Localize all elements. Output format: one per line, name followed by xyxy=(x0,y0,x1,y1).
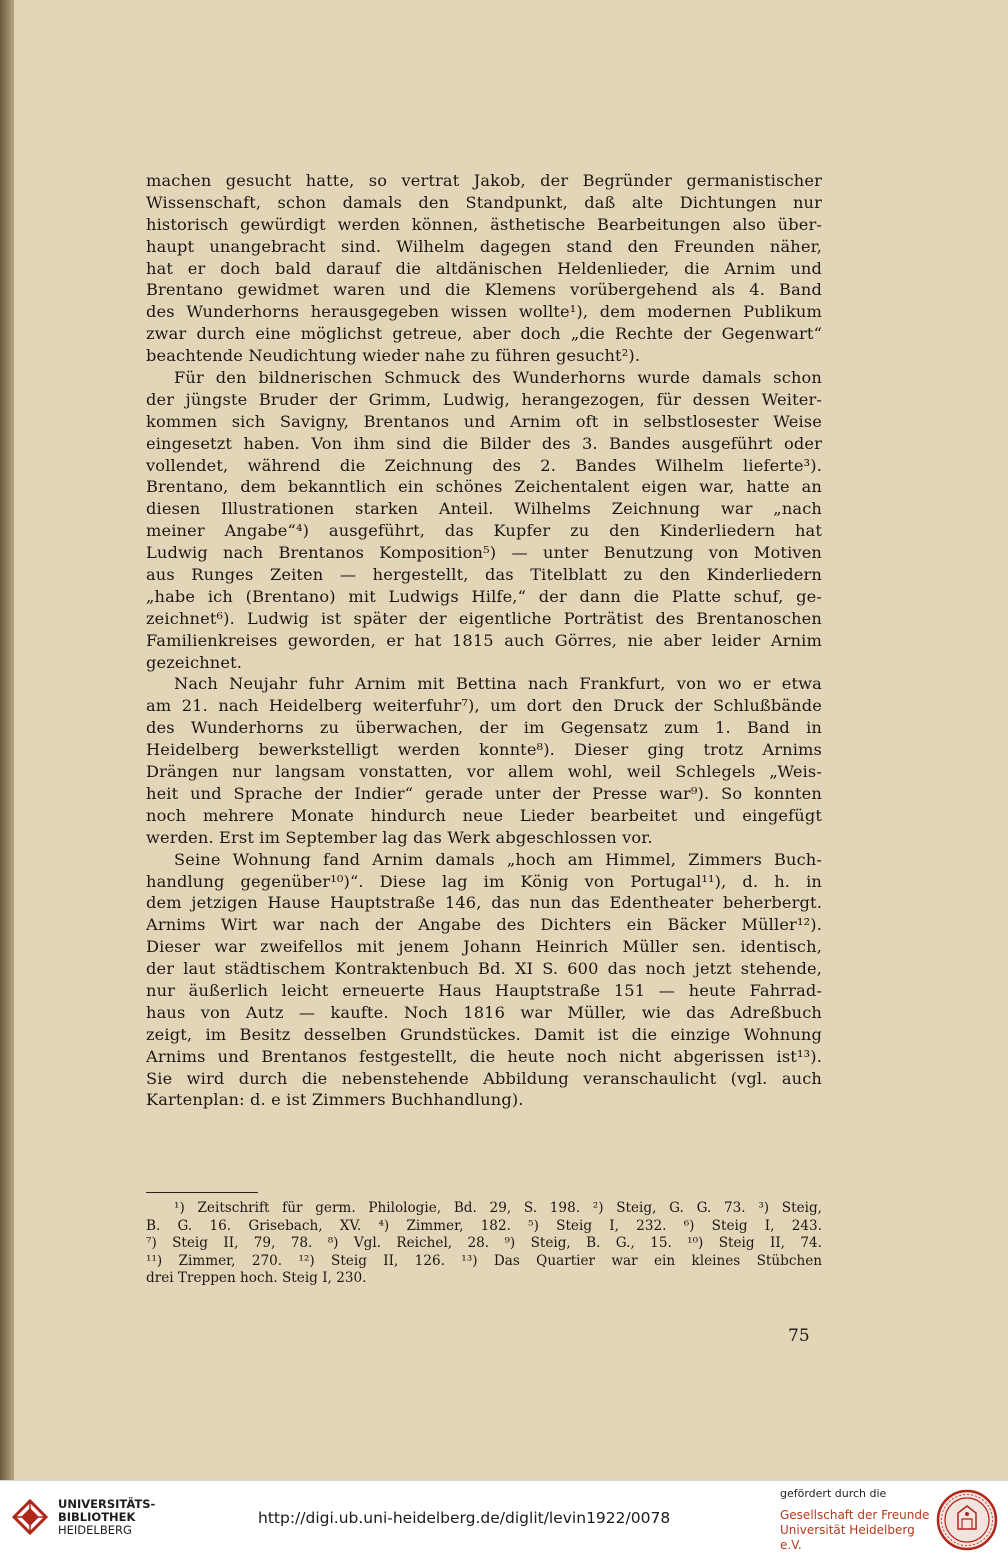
text-line: Heidelberg bewerkstelligt werden konnte⁸). Dieser ging trotz Arnims xyxy=(146,740,822,760)
sponsor-lead: gefördert durch die xyxy=(780,1487,887,1500)
text-line: Familienkreises geworden, er hat 1815 auch Görres, nie aber leider Arnim xyxy=(146,630,822,650)
footnote-line: B. G. 16. Grisebach, XV. ⁴) Zimmer, 182. ⁵) Steig I, 232. ⁶) Steig I, 243. xyxy=(146,1217,822,1234)
text-line: Brentano, dem bekanntlich ein schönes Zeichentalent eigen war, hatte an xyxy=(146,477,822,497)
text-line: nur äußerlich leicht erneuerte Haus Hauptstraße 151 — heute Fahrrad- xyxy=(146,980,822,1000)
text-line: zeigt, im Besitz desselben Grundstückes. Damit ist die einzige Wohnung xyxy=(146,1024,822,1044)
text-line: diesen Illustrationen starken Anteil. Wilhelms Zeichnung war „nach xyxy=(146,499,822,519)
text-line: des Wunderhorns zu überwachen, der im Gegensatz zum 1. Band in xyxy=(146,718,822,738)
library-name-line3: HEIDELBERG xyxy=(58,1523,132,1537)
footnote-line: ¹) Zeitschrift für germ. Philologie, Bd. 29, S. 198. ²) Steig, G. G. 73. ³) Steig, xyxy=(174,1200,822,1216)
text-line: „habe ich (Brentano) mit Ludwigs Hilfe,“ der dann die Platte schuf, ge- xyxy=(146,586,822,606)
sponsor-block[interactable] xyxy=(780,1487,930,1553)
footnote-line: ⁷) Steig II, 79, 78. ⁸) Vgl. Reichel, 28. ⁹) Steig, B. G., 15. ¹⁰) Steig II, 74. xyxy=(146,1235,822,1252)
footnote-separator xyxy=(146,1192,258,1193)
university-seal-icon xyxy=(936,1489,998,1551)
text-line: haupt unangebracht sind. Wilhelm dagegen stand den Freunden näher, xyxy=(146,236,822,256)
text-line: vollendet, während die Zeichnung des 2. Bandes Wilhelm lieferte³). xyxy=(146,455,822,475)
text-line: aus Runges Zeiten — hergestellt, das Titelblatt zu den Kinderliedern xyxy=(146,565,822,585)
text-line: Arnims Wirt war nach der Angabe des Dichters ein Bäcker Müller¹²). xyxy=(146,915,822,935)
library-name-line2: BIBLIOTHEK xyxy=(58,1510,136,1524)
text-line: Sie wird durch die nebenstehende Abbildung veranschaulicht (vgl. auch xyxy=(146,1068,822,1088)
text-line: noch mehrere Monate hindurch neue Lieder bearbeitet und eingefügt xyxy=(146,805,822,825)
text-line: Kartenplan: d. e ist Zimmers Buchhandlung). xyxy=(146,1090,524,1110)
footnotes xyxy=(146,1200,822,1288)
text-line: zwar durch eine möglichst getreue, aber doch „die Rechte der Gegenwart“ xyxy=(146,324,822,344)
text-line: heit und Sprache der Indier“ gerade unter der Presse war⁹). So konnten xyxy=(146,783,822,803)
text-line: am 21. nach Heidelberg weiterfuhr⁷), um dort den Druck der Schlußbände xyxy=(146,696,822,716)
text-line: Nach Neujahr fuhr Arnim mit Bettina nach Frankfurt, von wo er etwa xyxy=(174,674,822,694)
text-line: Für den bildnerischen Schmuck des Wunderhorns wurde damals schon xyxy=(174,368,822,388)
library-name-line1: UNIVERSITÄTS- xyxy=(58,1497,156,1511)
text-line: des Wunderhorns herausgegeben wissen wollte¹), dem modernen Publikum xyxy=(146,302,822,322)
sponsor-name-line2: Universität Heidelberg e.V. xyxy=(780,1523,915,1552)
text-line: kommen sich Savigny, Brentanos und Arnim oft in selbstlosester Weise xyxy=(146,411,822,431)
permalink-url[interactable]: http://digi.ub.uni-heidelberg.de/diglit/levin1922/0078 xyxy=(258,1509,671,1527)
library-name[interactable] xyxy=(58,1498,155,1537)
text-line: Brentano gewidmet waren und die Klemens vorübergehend als 4. Band xyxy=(146,280,822,300)
text-line: gezeichnet. xyxy=(146,652,243,672)
text-line: der jüngste Bruder der Grimm, Ludwig, herangezogen, für dessen Weiter- xyxy=(146,389,822,409)
text-line: zeichnet⁶). Ludwig ist später der eigentliche Porträtist des Brentanoschen xyxy=(146,608,822,628)
text-line: machen gesucht hatte, so vertrat Jakob, der Begründer germanistischer xyxy=(146,171,822,190)
text-line: haus von Autz — kaufte. Noch 1816 war Müller, wie das Adreßbuch xyxy=(146,1002,822,1022)
text-line: handlung gegenüber¹⁰)“. Diese lag im König von Portugal¹¹), d. h. in xyxy=(146,871,822,891)
sponsor-name-line1: Gesellschaft der Freunde xyxy=(780,1508,930,1522)
text-line: Arnims und Brentanos festgestellt, die heute noch nicht abgerissen ist¹³). xyxy=(146,1046,822,1066)
text-line: hat er doch bald darauf die altdänischen Heldenlieder, die Arnim und xyxy=(146,258,822,278)
text-line: Ludwig nach Brentanos Komposition⁵) — unter Benutzung von Motiven xyxy=(146,543,822,563)
text-line: Wissenschaft, schon damals den Standpunkt, daß alte Dichtungen nur xyxy=(146,192,822,212)
text-line: historisch gewürdigt werden können, ästhetische Bearbeitungen also über- xyxy=(146,214,822,234)
text-line: meiner Angabe“⁴) ausgeführt, das Kupfer zu den Kinderliedern hat xyxy=(146,521,822,541)
text-line: werden. Erst im September lag das Werk abgeschlossen vor. xyxy=(146,827,653,847)
text-line: Seine Wohnung fand Arnim damals „hoch am Himmel, Zimmers Buch- xyxy=(174,849,822,869)
text-line: eingesetzt haben. Von ihm sind die Bilder des 3. Bandes ausgeführt oder xyxy=(146,433,822,453)
text-line: Drängen nur langsam vonstatten, vor allem wohl, weil Schlegels „Weis- xyxy=(146,762,822,782)
library-logo-icon[interactable] xyxy=(10,1497,50,1537)
body-text xyxy=(146,170,822,1111)
page-number: 75 xyxy=(788,1326,810,1346)
text-line: beachtende Neudichtung wieder nahe zu führen gesucht²). xyxy=(146,346,641,366)
text-line: Dieser war zweifellos mit jenem Johann Heinrich Müller sen. identisch, xyxy=(146,937,822,957)
footnote-line: drei Treppen hoch. Steig I, 230. xyxy=(146,1270,367,1287)
viewer-footer xyxy=(0,1480,1008,1557)
text-line: dem jetzigen Hause Hauptstraße 146, das nun das Edentheater beherbergt. xyxy=(146,893,822,913)
text-line: der laut städtischem Kontraktenbuch Bd. XI S. 600 das noch jetzt stehende, xyxy=(146,959,822,979)
footnote-line: ¹¹) Zimmer, 270. ¹²) Steig II, 126. ¹³) Das Quartier war ein kleines Stübchen xyxy=(146,1252,822,1269)
